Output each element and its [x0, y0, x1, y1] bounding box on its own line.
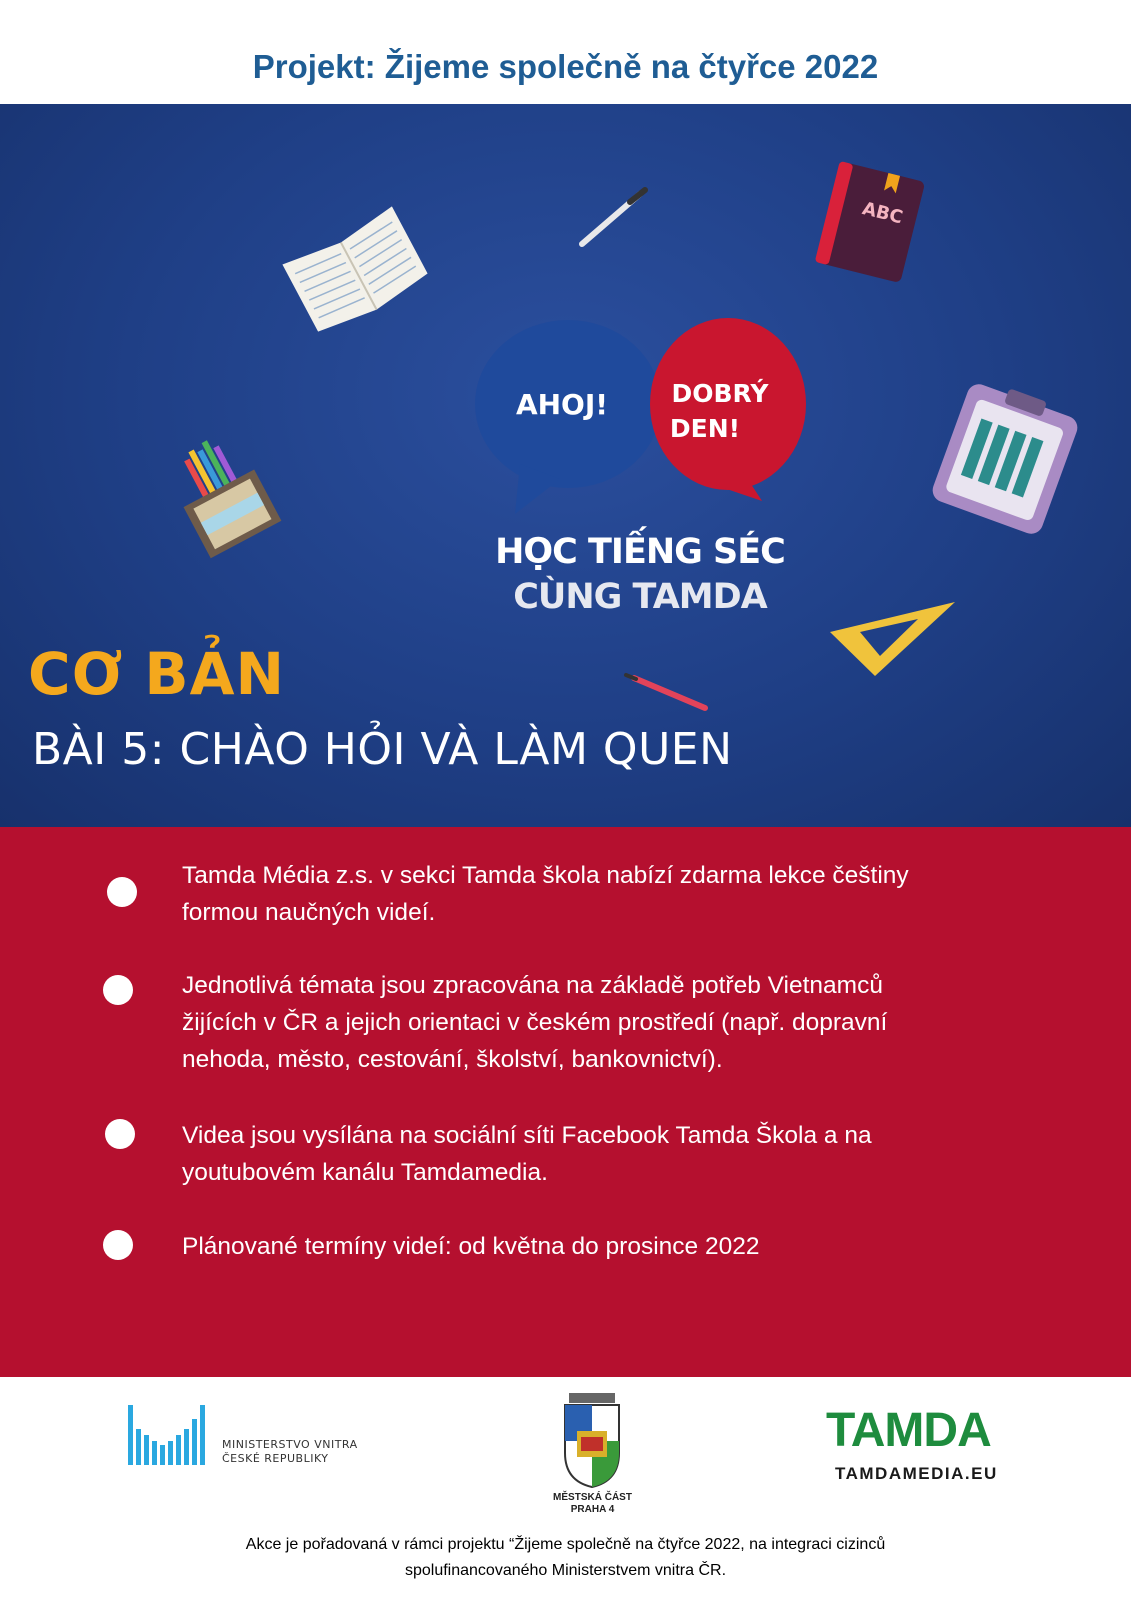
bullet-dot — [105, 1119, 135, 1149]
ministry-logo-icon — [128, 1405, 218, 1467]
info-bullet-1: Tamda Média z.s. v sekci Tamda škola nabízí zdarma lekce češtiny formou naučných videí. — [182, 862, 909, 926]
praha4-coat-of-arms-icon — [563, 1391, 621, 1489]
page-title: Projekt: Žijeme společně na čtyřce 2022 — [252, 48, 879, 85]
triangle-ruler-icon — [830, 602, 955, 676]
footer-note: Akce je pořadovaná v rámci projektu “Žijeme společně na čtyřce 2022, na integraci cizinců spolufinancovaného Ministerstvem vnitra ČR. — [245, 1536, 886, 1579]
ministry-logo-text: MINISTERSTVO VNITRA ČESKÉ REPUBLIKY — [222, 1438, 358, 1465]
svg-text:ABC: ABC — [860, 198, 905, 229]
clipboard-icon — [929, 375, 1082, 537]
pencil-icon — [626, 675, 705, 708]
info-bullet-2: Jednotlivá témata jsou zpracována na základě potřeb Vietnamců žijících v ČR a jejich orientaci v českém prostředí (např. dopravní nehoda, město, cestování, školství, bankovnictví). — [182, 972, 888, 1073]
bullet-dot — [103, 1230, 133, 1260]
lesson-title: BÀI 5: CHÀO HỎI VÀ LÀM QUEN — [32, 724, 733, 775]
bullet-dot — [107, 877, 137, 907]
greeting-bubble-left — [475, 320, 661, 514]
slogan-line-1: HỌC TIẾNG SÉC — [495, 532, 785, 572]
tamda-url: TAMDAMEDIA.EU — [835, 1464, 998, 1483]
course-level: CƠ BẢN — [28, 640, 286, 708]
info-bullet-4: Plánované termíny videí: od května do prosince 2022 — [182, 1233, 760, 1260]
lesson-banner — [0, 104, 1131, 827]
banner-illustration — [0, 104, 1131, 827]
pen-icon — [582, 190, 645, 244]
info-section — [0, 827, 1131, 1377]
svg-text:AHOJ!: AHOJ! — [515, 388, 609, 421]
partner-logos — [0, 1377, 1131, 1527]
info-bullet-3: Videa jsou vysílána na sociální síti Facebook Tamda Škola a na youtubovém kanálu Tamdamedia. — [182, 1122, 872, 1186]
pencil-cup-icon — [161, 427, 281, 558]
greeting-bubble-right — [650, 318, 806, 501]
slogan-line-2: CÙNG TAMDA — [513, 577, 767, 617]
abc-book-icon — [815, 161, 926, 283]
tamda-logo: TAMDA — [826, 1404, 991, 1457]
svg-text:DOBRÝ: DOBRÝ — [671, 379, 769, 408]
svg-text:DEN!: DEN! — [669, 414, 741, 443]
bullet-dot — [103, 975, 133, 1005]
praha4-logo-text: MĚSTSKÁ ČÁST PRAHA 4 — [553, 1492, 632, 1515]
notebook-icon — [282, 206, 431, 338]
